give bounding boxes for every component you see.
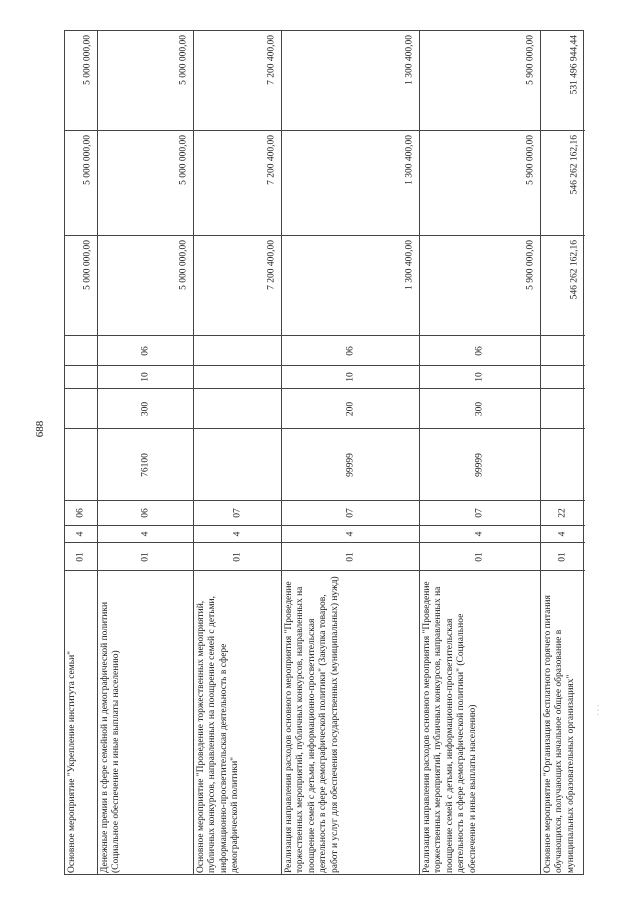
cell-a3 (65, 31, 97, 131)
cell-a3 (98, 31, 193, 131)
table-row (420, 31, 541, 874)
cell-c5 (194, 389, 281, 429)
cell-value: 7 200 400,00 (266, 135, 277, 185)
cell-c3 (98, 501, 193, 526)
cell-a1 (65, 236, 97, 336)
cell-c6 (65, 366, 97, 389)
cell-c2 (194, 526, 281, 543)
cell-value: 5 900 000,00 (525, 135, 536, 185)
cell-c6 (420, 366, 540, 389)
cell-value: 06 (75, 508, 86, 518)
cell-c2 (420, 526, 540, 543)
cell-c4 (541, 429, 585, 501)
cell-value: 7 200 400,00 (266, 240, 277, 290)
cell-value: 1 300 400,00 (404, 35, 415, 85)
cell-value: 1 300 400,00 (404, 240, 415, 290)
description-text: Реализация направления расходов основного мероприятия "Проведение торжественных мероприятий, публичных конкурсов, направленных на поощрение семей с детьми, информационно-просветительская деятельность в сфере демографической политики" (Социальное обеспечение и иные выплаты населению) (422, 581, 478, 873)
cell-a1 (98, 236, 193, 336)
table-row (194, 31, 282, 874)
row-description (194, 571, 281, 876)
cell-c7 (194, 336, 281, 366)
cell-a1 (194, 236, 281, 336)
cell-c6 (282, 366, 419, 389)
cell-a2 (194, 131, 281, 236)
cell-c1 (420, 543, 540, 571)
cell-value: 5 000 000,00 (178, 35, 189, 85)
cell-c7 (541, 336, 585, 366)
cell-value: 300 (474, 401, 485, 416)
table-row (282, 31, 420, 874)
cell-c4 (420, 429, 540, 501)
cell-c1 (98, 543, 193, 571)
cell-value: 06 (139, 508, 150, 518)
cell-a2 (420, 131, 540, 236)
cell-c3 (420, 501, 540, 526)
cell-value: 5 000 000,00 (82, 35, 93, 85)
cell-c1 (541, 543, 585, 571)
cell-value: 5 000 000,00 (178, 240, 189, 290)
cell-value: 4 (139, 531, 150, 537)
cell-value: 4 (344, 531, 355, 537)
cell-c7 (65, 336, 97, 366)
cell-value: 01 (139, 551, 150, 562)
row-description (98, 571, 193, 876)
cell-value: 4 (231, 531, 242, 537)
cell-c2 (282, 526, 419, 543)
cell-c5 (65, 389, 97, 429)
cell-value: 7 200 400,00 (266, 35, 277, 85)
cell-value: 07 (231, 508, 242, 518)
cell-c3 (282, 501, 419, 526)
cell-value: 5 000 000,00 (82, 135, 93, 185)
cell-c2 (65, 526, 97, 543)
cell-value: 546 262 162,16 (569, 135, 580, 195)
cell-a2 (541, 131, 585, 236)
cell-value: 06 (139, 345, 150, 356)
cell-value: 10 (139, 372, 150, 382)
cell-c2 (541, 526, 585, 543)
table-row (541, 31, 585, 874)
cell-c1 (194, 543, 281, 571)
cell-a1 (282, 236, 419, 336)
page-number: 688 (34, 420, 46, 438)
description-text: Основное мероприятие "Укрепление института семьи" (67, 650, 77, 873)
cell-c4 (65, 429, 97, 501)
cell-c5 (541, 389, 585, 429)
cell-value: 5 000 000,00 (82, 240, 93, 290)
cell-c5 (282, 389, 419, 429)
cell-value: 10 (344, 372, 355, 382)
table-row (98, 31, 194, 874)
cell-value: 01 (231, 551, 242, 562)
cell-value: 300 (139, 401, 150, 416)
cell-value: 01 (557, 551, 568, 562)
description-text: Денежные премии в сфере семейной и демографической политики (Социальное обеспечение и иные выплаты населению) (100, 601, 122, 873)
cell-c5 (98, 389, 193, 429)
cell-value: 07 (474, 508, 485, 518)
cell-value: 531 496 944,44 (569, 35, 580, 95)
cell-value: 76100 (139, 452, 150, 477)
row-description (420, 571, 540, 876)
description-text: Основное мероприятие "Организация бесплатного горячего питания обучающихся, получающих начальное общее образование в муниципальных образовательных организациях" (543, 595, 576, 873)
cell-value: 01 (75, 551, 86, 562)
cell-value: 4 (474, 531, 485, 537)
cell-value: 01 (344, 551, 355, 562)
cell-c4 (194, 429, 281, 501)
cell-value: 10 (474, 372, 485, 382)
row-description (65, 571, 97, 876)
cell-a3 (194, 31, 281, 131)
cell-value: 546 262 162,16 (569, 240, 580, 300)
cell-value: 1 300 400,00 (404, 135, 415, 185)
cell-value: 200 (344, 401, 355, 416)
cell-c7 (420, 336, 540, 366)
cell-c6 (194, 366, 281, 389)
table-row (65, 31, 98, 874)
cell-a3 (282, 31, 419, 131)
cell-value: 5 900 000,00 (525, 240, 536, 290)
cell-value: 01 (474, 551, 485, 562)
cell-c4 (282, 429, 419, 501)
cell-c1 (65, 543, 97, 571)
cell-c5 (420, 389, 540, 429)
cell-a1 (420, 236, 540, 336)
cell-c7 (98, 336, 193, 366)
cell-value: 99999 (474, 452, 485, 477)
cell-c3 (194, 501, 281, 526)
cell-a2 (65, 131, 97, 236)
cell-c2 (98, 526, 193, 543)
cell-a2 (98, 131, 193, 236)
description-text: Основное мероприятие "Проведение торжественных мероприятий, публичных конкурсов, направленных на поощрение семей с детьми, информационно-просветительская деятельность в сфере демографической политики" (196, 595, 241, 873)
cell-value: 5 900 000,00 (525, 35, 536, 85)
cell-c6 (98, 366, 193, 389)
cell-value: 06 (344, 345, 355, 356)
description-text: Реализация направления расходов основного мероприятия "Проведение торжественных мероприятий, публичных конкурсов, направленных на поощрение семей с детьми, информационно-просветительская деятельность в сфере демографической политики" (Закупка товаров, работ и услуг для обеспечения государственных (муниципальных) нужд) (284, 576, 340, 873)
budget-table (64, 30, 584, 875)
cell-value: 22 (557, 508, 568, 518)
cell-value: 5 000 000,00 (178, 135, 189, 185)
cell-a1 (541, 236, 585, 336)
cell-a3 (420, 31, 540, 131)
stamp-mark: · · · (594, 704, 603, 716)
cell-c7 (282, 336, 419, 366)
cell-value: 06 (474, 345, 485, 356)
cell-c1 (282, 543, 419, 571)
cell-value: 4 (75, 531, 86, 537)
cell-c3 (541, 501, 585, 526)
cell-a3 (541, 31, 585, 131)
cell-c3 (65, 501, 97, 526)
row-description (282, 571, 419, 876)
cell-a2 (282, 131, 419, 236)
cell-c6 (541, 366, 585, 389)
cell-c4 (98, 429, 193, 501)
cell-value: 07 (344, 508, 355, 518)
cell-value: 99999 (344, 452, 355, 477)
cell-value: 4 (557, 531, 568, 537)
row-description (541, 571, 585, 876)
